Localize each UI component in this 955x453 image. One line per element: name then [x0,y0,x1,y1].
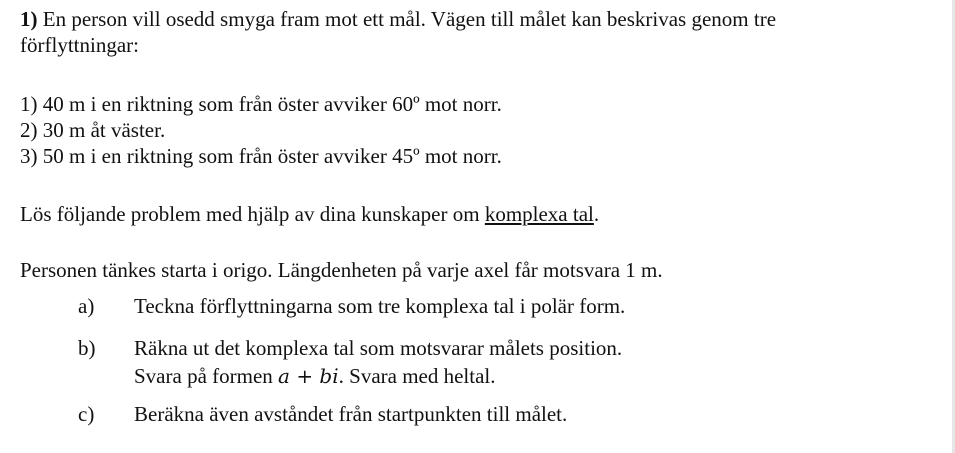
subquestion-label: a) [78,294,95,318]
subquestion-text: Räkna ut det komplexa tal som motsvarar målets position. [134,336,623,360]
intro-line-2: förflyttningar: [20,33,139,57]
komplexa-tal-link[interactable]: komplexa tal [484,202,594,226]
subquestion-text-2 [134,363,496,389]
subquestion-text: Teckna förflyttningarna som tre komplexa tal i polär form. [134,294,626,318]
solve-instruction [20,201,599,227]
subquestion-label: c) [78,402,95,426]
solve-suffix: . [593,202,600,226]
move-2: 2) 30 m åt väster. [20,118,166,142]
move-1: 1) 40 m i en riktning som från öster avviker 60º mot norr. [20,92,502,116]
origin-text: Personen tänkes starta i origo. Längdenheten på varje axel får motsvara 1 m. [20,258,663,282]
intro-line-1 [20,6,776,32]
subquestion-text: Beräkna även avståndet från startpunkten till målet. [134,402,568,426]
intro-text-1: En person vill osedd smyga fram mot ett mål. Vägen till målet kan beskrivas genom tre [37,7,777,31]
problem-number: 1) [20,7,38,31]
answer-form-prefix: Svara på formen [134,364,279,388]
subquestion-label: b) [78,336,96,360]
solve-prefix: Lös följande problem med hjälp av dina kunskaper om [20,202,485,226]
math-expression: a + bi [278,364,339,388]
move-3: 3) 50 m i en riktning som från öster avviker 45º mot norr. [20,144,502,168]
answer-form-suffix: . Svara med heltal. [338,364,496,388]
